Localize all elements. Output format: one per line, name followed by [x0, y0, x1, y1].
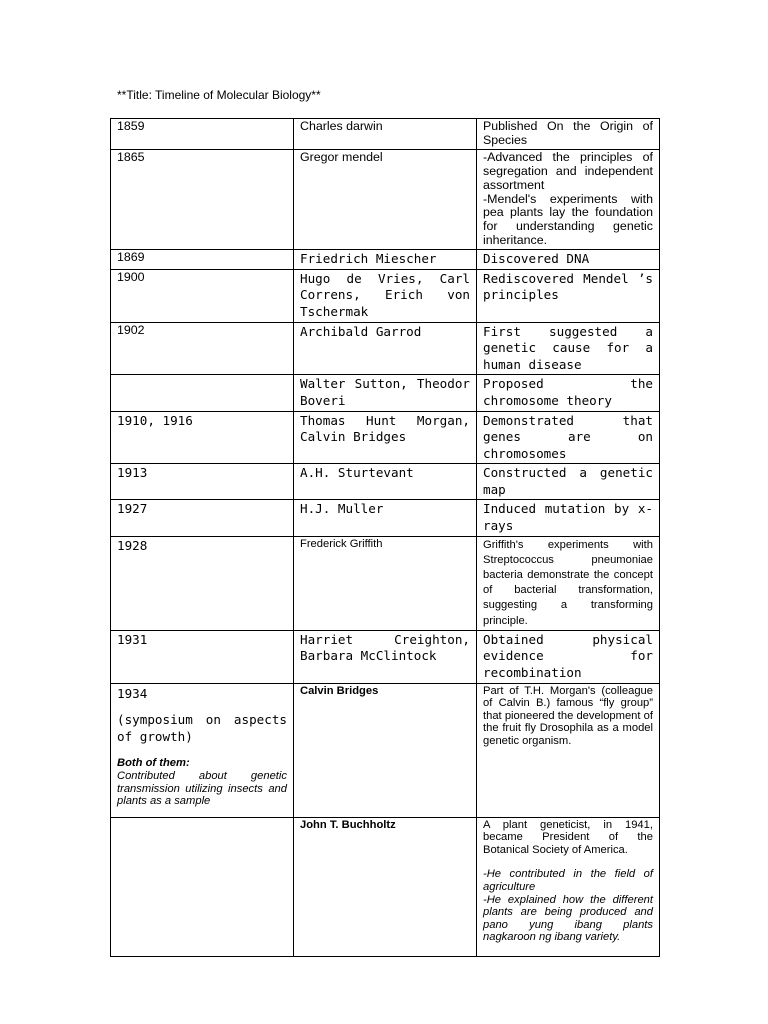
year-cell: 1913: [111, 464, 294, 500]
table-row: [111, 464, 660, 500]
year-note: (symposium on aspects of growth): [117, 712, 287, 744]
description-cell: Rediscovered Mendel ’s principles: [477, 269, 660, 322]
name-cell: Calvin Bridges: [294, 683, 477, 817]
year-cell: 1865: [111, 149, 294, 249]
table-row: [111, 119, 660, 150]
description-intro: A plant geneticist, in 1941, became President of the Botanical Society of America.: [483, 818, 653, 856]
year-cell: 1910, 1916: [111, 411, 294, 464]
name-cell: Archibald Garrod: [294, 322, 477, 375]
note-body: Contributed about genetic transmission utilizing insects and plants as a sample: [117, 770, 287, 808]
table-row: [111, 500, 660, 536]
description-note: -He contributed in the field of agriculture: [483, 868, 653, 894]
table-row: [111, 375, 660, 411]
description-cell: Proposed the chromosome theory: [477, 375, 660, 411]
description-note: -He explained how the different plants are being produced and pano yung ibang plants nagkaroon ng ibang variety.: [483, 893, 653, 944]
description-cell: First suggested a genetic cause for a human disease: [477, 322, 660, 375]
note-heading: Both of them:: [117, 757, 190, 770]
year-cell: [111, 375, 294, 411]
table-row: [111, 683, 660, 817]
table-row: [111, 630, 660, 683]
name-cell: John T. Buchholtz: [294, 817, 477, 956]
name-cell: Harriet Creighton, Barbara McClintock: [294, 630, 477, 683]
description-line: -Advanced the principles of segregation and independent assortment: [483, 149, 653, 192]
description-cell: Discovered DNA: [477, 250, 660, 270]
name-cell: H.J. Muller: [294, 500, 477, 536]
timeline-table: [110, 118, 660, 957]
table-row: [111, 817, 660, 956]
table-row: [111, 322, 660, 375]
page-title: **Title: Timeline of Molecular Biology**: [117, 88, 321, 102]
description-cell: Induced mutation by x-rays: [477, 500, 660, 536]
description-cell: Obtained physical evidence for recombination: [477, 630, 660, 683]
description-cell: Published On the Origin of Species: [477, 119, 660, 150]
description-line: -Mendel's experiments with pea plants lay the foundation for understanding genetic inheritance.: [483, 191, 653, 248]
year-cell: 1931: [111, 630, 294, 683]
year-cell: 1928: [111, 536, 294, 630]
description-cell: Griffith's experiments with Streptococcus pneumoniae bacteria demonstrate the concept of bacterial transformation, suggesting a transforming principle.: [477, 536, 660, 630]
year-text: 1934: [117, 685, 148, 701]
description-cell: Demonstrated that genes are on chromosomes: [477, 411, 660, 464]
name-cell: Frederick Griffith: [294, 536, 477, 630]
name-cell: Thomas Hunt Morgan, Calvin Bridges: [294, 411, 477, 464]
year-cell: [111, 817, 294, 956]
name-cell: A.H. Sturtevant: [294, 464, 477, 500]
name-cell: Hugo de Vries, Carl Correns, Erich von Tschermak: [294, 269, 477, 322]
year-cell: 1927: [111, 500, 294, 536]
table-row: [111, 536, 660, 630]
year-cell: 1900: [111, 269, 294, 322]
year-cell: 1859: [111, 119, 294, 150]
year-cell: [111, 683, 294, 817]
description-cell: Part of T.H. Morgan's (colleague of Calvin B.) famous “fly group” that pioneered the development of the fruit fly Drosophila as a model genetic organism.: [477, 683, 660, 817]
name-cell: Friedrich Miescher: [294, 250, 477, 270]
name-cell: Walter Sutton, Theodor Boveri: [294, 375, 477, 411]
name-cell: Gregor mendel: [294, 149, 477, 249]
table-row: [111, 411, 660, 464]
year-cell: 1902: [111, 322, 294, 375]
description-cell: [477, 149, 660, 249]
table-row: [111, 250, 660, 270]
table-row: [111, 269, 660, 322]
year-cell: 1869: [111, 250, 294, 270]
name-cell: Charles darwin: [294, 119, 477, 150]
description-cell: Constructed a genetic map: [477, 464, 660, 500]
description-cell: [477, 817, 660, 956]
table-row: [111, 149, 660, 249]
